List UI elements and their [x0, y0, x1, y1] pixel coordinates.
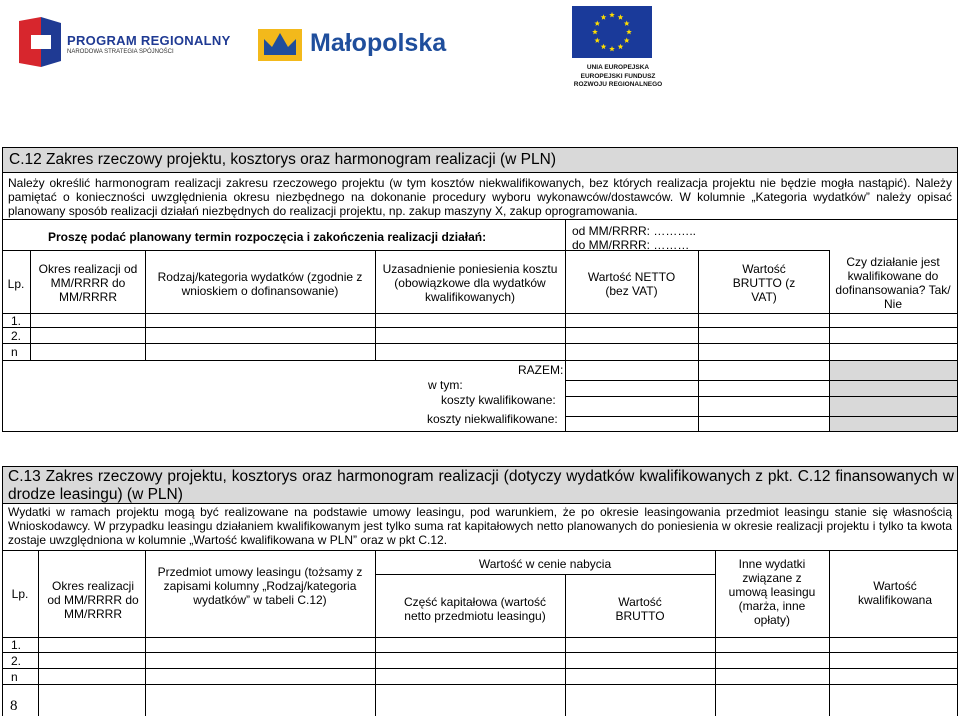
- c13-header-przedmiot: Przedmiot umowy leasingu (tożsamy z zapisami kolumny „Rodzaj/kategoria wydatków” w tabeli C.12): [157, 565, 363, 607]
- c12-header-netto: Wartość NETTO (bez VAT): [587, 270, 676, 298]
- c13-description: Wydatki w ramach projektu mogą być realizowane na podstawie umowy leasingu, pod warunkiem, że po okresie leasingowania przedmiot leasingu stanie się własnością Wnioskodawcy. W przypadku leasingu działaniem kwalifikowanym jest tylko suma rat kapitałowych netto planowanych do poniesienia w okresie realizacji projektu i tylko ta kwota zostaje uwzględniona w kolumnie „Wartość kwalifikowana w PLN” oraz w pkt C.12.: [8, 505, 952, 547]
- c13-header-lp: Lp.: [11, 587, 29, 601]
- malopolska-wordmark: Małopolska: [310, 29, 447, 57]
- c13-header-kwalifikowana: Wartość kwalifikowana: [857, 579, 933, 607]
- eu-line3: ROZWOJU REGIONALNEGO: [573, 81, 663, 88]
- program-regionalny-title: PROGRAM REGIONALNY: [67, 33, 231, 48]
- c12-header-lp: Lp.: [7, 277, 25, 291]
- eu-star-icon: [618, 14, 624, 19]
- c12-term-to: do MM/RRRR: ………: [572, 238, 690, 252]
- eu-star-icon: [601, 44, 607, 49]
- c12-description-box: [2, 172, 958, 219]
- c13-header-brutto: Wartość BRUTTO: [615, 595, 665, 623]
- eu-star-icon: [601, 14, 607, 19]
- c12-koszty-kw: koszty kwalifikowane:: [441, 393, 556, 407]
- c12-row-n: n: [11, 345, 18, 359]
- c12-description: Należy określić harmonogram realizacji zakresu rzeczowego projektu (w tym kosztów niekwalifikowanych, bez których realizacja projektu nie będzie mogła nastąpić). Należy pamiętać o konieczności uwzględnienia okresu niezbędnego na dokonanie procedury wyboru wykonawców/dostawców. W kolumnie „Kategoria wydatków” należy opisać planowany sposób realizacji działań niezbędnych do realizacji projektu, np. zakup maszyny X, zakup oprogramowania.: [8, 176, 952, 218]
- c12-razem: RAZEM:: [518, 363, 564, 377]
- program-regionalny-emblem-icon: [15, 15, 63, 69]
- c13-description-box: [2, 503, 958, 550]
- c12-header-uzasadnienie: Uzasadnienie poniesienia kosztu (obowiązkowe dla wydatków kwalifikowanych): [382, 262, 558, 304]
- c12-header-czy: Czy działanie jest kwalifikowane do dofinansowania? Tak/ Nie: [835, 255, 951, 311]
- program-regionalny-logo: [15, 15, 230, 70]
- eu-star-icon: [592, 29, 598, 34]
- eu-flag-icon: [572, 6, 652, 58]
- eu-star-icon: [609, 12, 615, 17]
- c12-row-2: 2.: [11, 329, 22, 343]
- eu-logo: [563, 4, 673, 96]
- eu-line2: EUROPEJSKI FUNDUSZ: [580, 73, 656, 80]
- c12-header-okres: Okres realizacji od MM/RRRR do MM/RRRR: [38, 262, 138, 304]
- c12-koszty-niekw: koszty niekwalifikowane:: [427, 412, 558, 426]
- c13-title-bar: [2, 466, 958, 504]
- c12-title: C.12 Zakres rzeczowy projektu, kosztorys oraz harmonogram realizacji (w PLN): [9, 151, 556, 168]
- c13-title: C.13 Zakres rzeczowy projektu, kosztorys oraz harmonogram realizacji (dotyczy wydatków kwalifikowanych z pkt. C.12 finansowanych w drodze leasingu) (w PLN): [8, 468, 954, 503]
- eu-star-icon: [624, 38, 630, 43]
- c12-summary-gray-bottom: [830, 417, 957, 431]
- c13-header-czesc: Część kapitałowa (wartość netto przedmiotu leasingu): [403, 595, 547, 623]
- eu-star-icon: [624, 21, 630, 26]
- c12-row-1: 1.: [11, 314, 22, 328]
- c13-header-okres: Okres realizacji od MM/RRRR do MM/RRRR: [47, 579, 139, 621]
- eu-star-icon: [626, 29, 632, 34]
- c12-title-bar: [2, 147, 958, 173]
- eu-star-icon: [594, 21, 600, 26]
- malopolska-crown-icon: [258, 25, 302, 63]
- c13-header-wartosc-nabycia: Wartość w cenie nabycia: [478, 557, 612, 571]
- malopolska-logo: [258, 25, 468, 65]
- eu-star-icon: [594, 38, 600, 43]
- eu-star-icon: [618, 44, 624, 49]
- c13-row-1: 1.: [11, 638, 22, 652]
- c13-row-2: 2.: [11, 654, 22, 668]
- page-number: 8: [10, 698, 18, 714]
- c12-header-brutto: Wartość BRUTTO (z VAT): [732, 262, 796, 304]
- program-regionalny-subtitle: NARODOWA STRATEGIA SPÓJNOŚCI: [67, 49, 174, 55]
- c12-header-rodzaj: Rodzaj/kategoria wydatków (zgodnie z wnioskiem o dofinansowanie): [157, 270, 363, 298]
- c12-term-label: Proszę podać planowany termin rozpoczęcia i zakończenia realizacji działań:: [48, 230, 487, 244]
- c12-term-from: od MM/RRRR: ………..: [572, 224, 697, 238]
- c12-summary-gray-top: [830, 361, 957, 416]
- c13-row-n: n: [11, 670, 18, 684]
- eu-line1: UNIA EUROPEJSKA: [586, 64, 650, 71]
- c12-w-tym: w tym:: [428, 378, 463, 392]
- c13-header-inne: Inne wydatki związane z umową leasingu (marża, inne opłaty): [728, 557, 816, 627]
- eu-star-icon: [609, 46, 615, 51]
